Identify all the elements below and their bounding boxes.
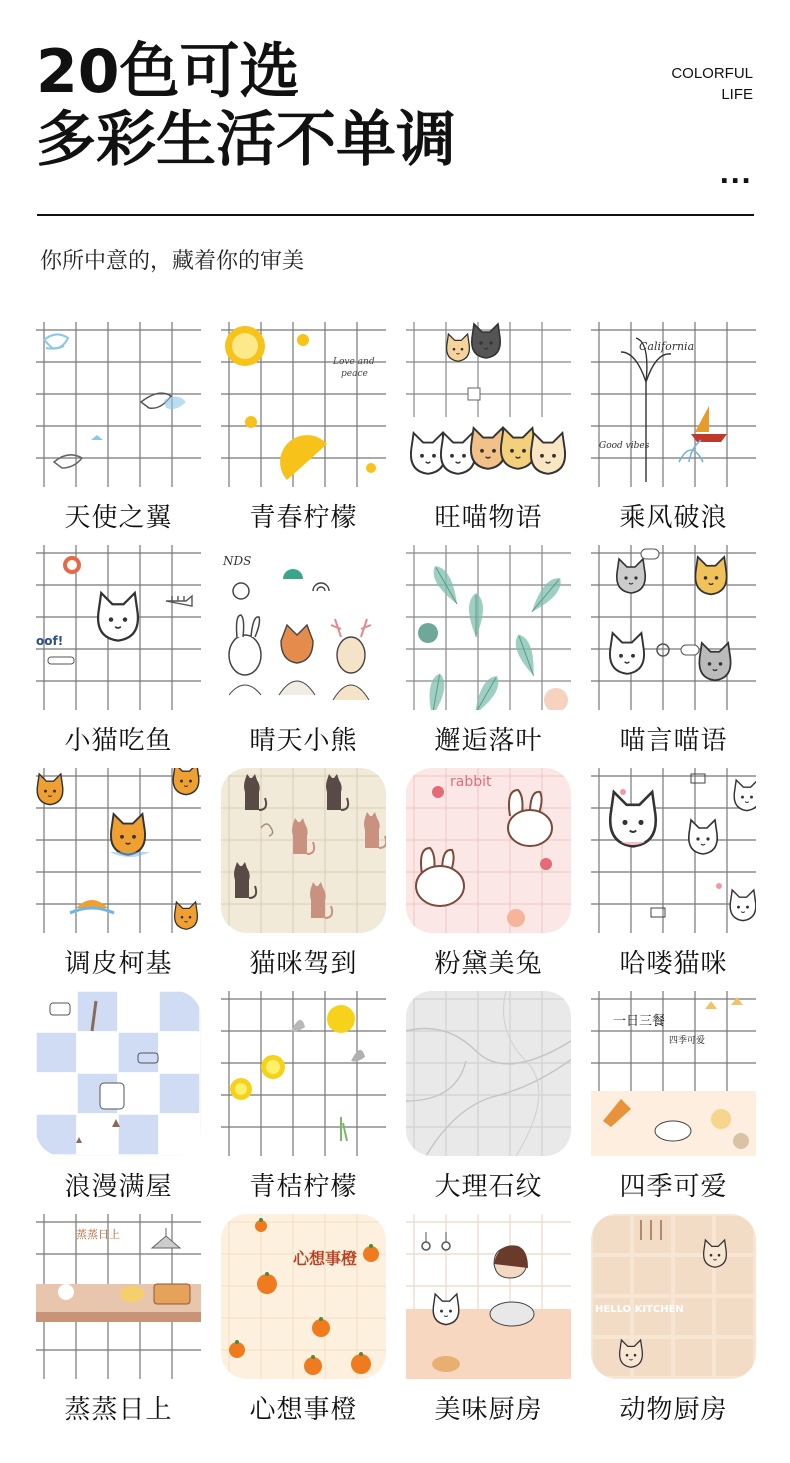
food-icon (591, 991, 756, 1156)
lemon-icon (221, 322, 386, 487)
angel-wings-icon (36, 322, 201, 487)
product-card-15[interactable] (406, 991, 571, 1214)
pattern-swatch (591, 322, 756, 487)
pattern-swatch (36, 768, 201, 933)
product-card-10[interactable] (221, 768, 386, 991)
headline-line-2: 多彩生活不单调 (36, 105, 456, 175)
product-name: 四季可爱 (619, 1172, 728, 1202)
tile-caption: California (639, 340, 695, 353)
pattern-swatch (406, 768, 571, 933)
product-card-9[interactable] (36, 768, 201, 991)
subtitle: 你所中意的，藏着你的审美 (40, 249, 305, 274)
marble-icon (406, 991, 571, 1156)
pattern-swatch (406, 991, 571, 1156)
pattern-swatch (221, 768, 386, 933)
rabbit-icon (406, 768, 571, 933)
tile-caption: 四季可爱 (669, 1036, 706, 1046)
headline-line-1: 20色可选 (36, 37, 300, 107)
tile-caption: oof! (36, 634, 64, 648)
tile-caption: 蒸蒸日上 (76, 1228, 120, 1241)
pattern-swatch (591, 1214, 756, 1379)
product-card-6[interactable] (221, 545, 386, 768)
product-card-13[interactable] (36, 991, 201, 1214)
product-grid (36, 322, 755, 1437)
product-name: 小猫吃鱼 (64, 726, 173, 756)
product-card-17[interactable] (36, 1214, 201, 1437)
headline (36, 38, 456, 174)
tile-caption: 一日三餐 (613, 1014, 666, 1029)
product-card-14[interactable] (221, 991, 386, 1214)
brand-line-2: LIFE (721, 86, 753, 103)
product-card-11[interactable] (406, 768, 571, 991)
pattern-swatch (36, 322, 201, 487)
pattern-swatch (406, 1214, 571, 1379)
product-name: 晴天小熊 (249, 726, 358, 756)
product-card-7[interactable] (406, 545, 571, 768)
pattern-swatch (36, 1214, 201, 1379)
pattern-swatch (591, 768, 756, 933)
pattern-swatch (591, 545, 756, 710)
product-name: 天使之翼 (64, 503, 173, 533)
pattern-swatch (36, 991, 201, 1156)
product-name: 蒸蒸日上 (64, 1395, 173, 1425)
leaf-icon (406, 545, 571, 710)
cat-fish-icon (36, 545, 201, 710)
pattern-swatch (406, 322, 571, 487)
product-name: 旺喵物语 (434, 503, 543, 533)
pattern-swatch (221, 1214, 386, 1379)
kitchen-animals-icon (591, 1214, 756, 1379)
tile-caption: peace (341, 369, 368, 379)
tile-caption: Good vibes (599, 441, 650, 451)
chef-icon (406, 1214, 571, 1379)
product-name: 粉黛美兔 (434, 949, 543, 979)
product-name: 青桔柠檬 (249, 1172, 358, 1202)
tile-caption: rabbit (450, 774, 492, 790)
kitchen-icon (36, 991, 201, 1156)
animals-icon (221, 545, 386, 710)
product-name: 调皮柯基 (64, 949, 173, 979)
header-divider (37, 214, 754, 216)
ellipsis-icon: ... (719, 160, 752, 190)
pattern-swatch (221, 991, 386, 1156)
product-name: 大理石纹 (434, 1172, 543, 1202)
product-card-2[interactable] (221, 322, 386, 545)
product-card-1[interactable] (36, 322, 201, 545)
tile-caption: Love and (333, 357, 375, 367)
product-name: 心想事橙 (249, 1395, 358, 1425)
product-name: 动物厨房 (619, 1395, 728, 1425)
product-card-19[interactable] (406, 1214, 571, 1437)
cat-icon (591, 545, 756, 710)
product-card-4[interactable] (591, 322, 756, 545)
product-name: 猫咪驾到 (249, 949, 358, 979)
product-card-12[interactable] (591, 768, 756, 991)
product-card-18[interactable] (221, 1214, 386, 1437)
product-name: 美味厨房 (434, 1395, 543, 1425)
product-card-20[interactable] (591, 1214, 756, 1437)
pattern-swatch (221, 322, 386, 487)
product-name: 哈喽猫咪 (619, 949, 728, 979)
cat-icon (591, 768, 756, 933)
product-card-16[interactable] (591, 991, 756, 1214)
product-name: 喵言喵语 (619, 726, 728, 756)
bread-icon (36, 1214, 201, 1379)
brand-line-1: COLORFUL (671, 65, 753, 82)
product-card-8[interactable] (591, 545, 756, 768)
product-card-5[interactable] (36, 545, 201, 768)
sailboat-icon (591, 322, 756, 487)
brand-tagline (671, 63, 753, 105)
tile-caption: HELLO KITCHEN (595, 1304, 684, 1315)
product-name: 乘风破浪 (619, 503, 728, 533)
cat-silhouette-icon (221, 768, 386, 933)
product-name: 浪漫满屋 (64, 1172, 173, 1202)
tile-caption: 心想事橙 (293, 1249, 358, 1268)
product-name: 青春柠檬 (249, 503, 358, 533)
tile-caption: NDS (223, 554, 252, 568)
lemon-icon (221, 991, 386, 1156)
product-name: 邂逅落叶 (434, 726, 543, 756)
pattern-swatch (221, 545, 386, 710)
pattern-swatch (591, 991, 756, 1156)
pattern-swatch (36, 545, 201, 710)
pattern-swatch (406, 545, 571, 710)
cat-icon (406, 322, 571, 487)
product-card-3[interactable] (406, 322, 571, 545)
orange-icon (221, 1214, 386, 1379)
corgi-icon (36, 768, 201, 933)
